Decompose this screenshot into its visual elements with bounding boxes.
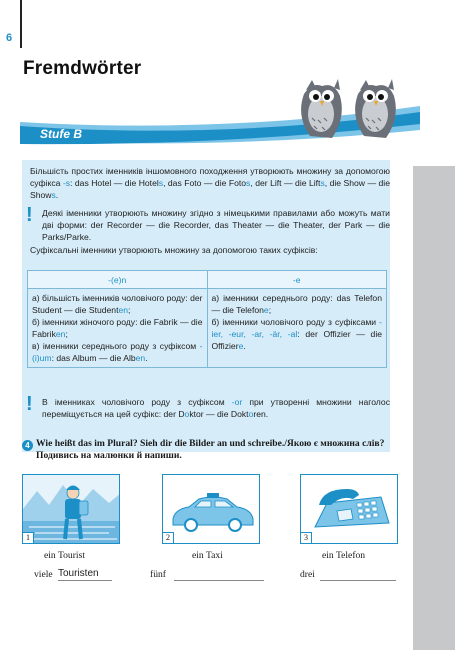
page-title: Fremdwörter: [23, 58, 142, 79]
answer-field-3[interactable]: [320, 568, 396, 581]
right-margin-band: [413, 166, 455, 650]
picture-caption: ein Taxi: [192, 550, 223, 561]
rule-item: б) іменники жіночого роду: die Fabrik — die Fabriken;: [32, 317, 203, 339]
picture-caption: ein Telefon: [322, 550, 366, 561]
suffix-header-e: -e: [207, 271, 387, 289]
rule-intro: Більшість простих іменників іншомовного походження утворюють множину за допомогою суфікса -s: das Hotel — die Hotels, das Foto — die Fotos, der Lift — die Lifts, die Show — die Shows.: [30, 166, 390, 200]
margin-rule: [20, 0, 22, 48]
section-label: Stufe B: [40, 127, 82, 141]
picture-number: 3: [301, 532, 312, 543]
telephone-picture: [300, 474, 398, 544]
rule-item: а) більшість іменників чоловічого роду: der Student — die Studenten;: [32, 293, 203, 315]
taxi-illustration: [163, 475, 260, 544]
picture-caption: ein Tourist: [44, 550, 85, 561]
answer-field-2[interactable]: [174, 568, 264, 581]
exercise-instruction: Wie heißt das im Plural? Sieh dir die Bilder an und schreibe./Якою є множина слів? Подивись на малюнки й напиши.: [36, 438, 385, 461]
answer-prefix: fünf: [150, 569, 166, 580]
rule-note-irregular: Деякі іменники утворюють множину згідно з німецькими правилами або можуть мати дві форми: der Recorder — die Recorder, das Theater — die Theater, der Park — die Parks/Parke.: [42, 208, 390, 242]
suffix-column-en: [28, 289, 208, 368]
exclamation-icon: !: [26, 393, 33, 415]
answer-prefix: drei: [300, 569, 315, 580]
picture-number: 2: [163, 532, 174, 543]
suffix-table: [27, 270, 387, 368]
rule-item: б) іменники чоловічого роду з суфіксами -ier, -eur, -ar, -är, -al: der Offizier — die Offiziere.: [211, 317, 383, 351]
answer-prefix: viele: [34, 569, 53, 580]
answer-field-1[interactable]: Touristen: [58, 568, 112, 581]
rule-note-or-suffix: В іменниках чоловічого роду з суфіксом -or при утворенні множини наголос переміщується на цей суфікс: der Doktor — die Doktoren.: [42, 397, 390, 419]
exclamation-icon: !: [26, 204, 33, 226]
rule-item: в) іменники середнього роду з суфіксом -(i)um: das Album — die Alben.: [32, 341, 203, 363]
owls-illustration: [290, 76, 400, 144]
picture-number: 1: [23, 532, 34, 543]
page-number: 6: [6, 32, 13, 44]
tourist-picture: [22, 474, 120, 544]
taxi-picture: [162, 474, 260, 544]
telephone-illustration: [301, 475, 398, 544]
suffix-column-e: [207, 289, 387, 368]
table-intro: Суфіксальні іменники утворюють множину за допомогою таких суфіксів:: [30, 245, 318, 255]
rule-item: а) іменники середнього роду: das Telefon — die Telefone;: [211, 293, 382, 315]
tourist-illustration: [23, 475, 120, 544]
exercise-number: 4: [22, 440, 33, 451]
suffix-header-en: -(e)n: [28, 271, 208, 289]
